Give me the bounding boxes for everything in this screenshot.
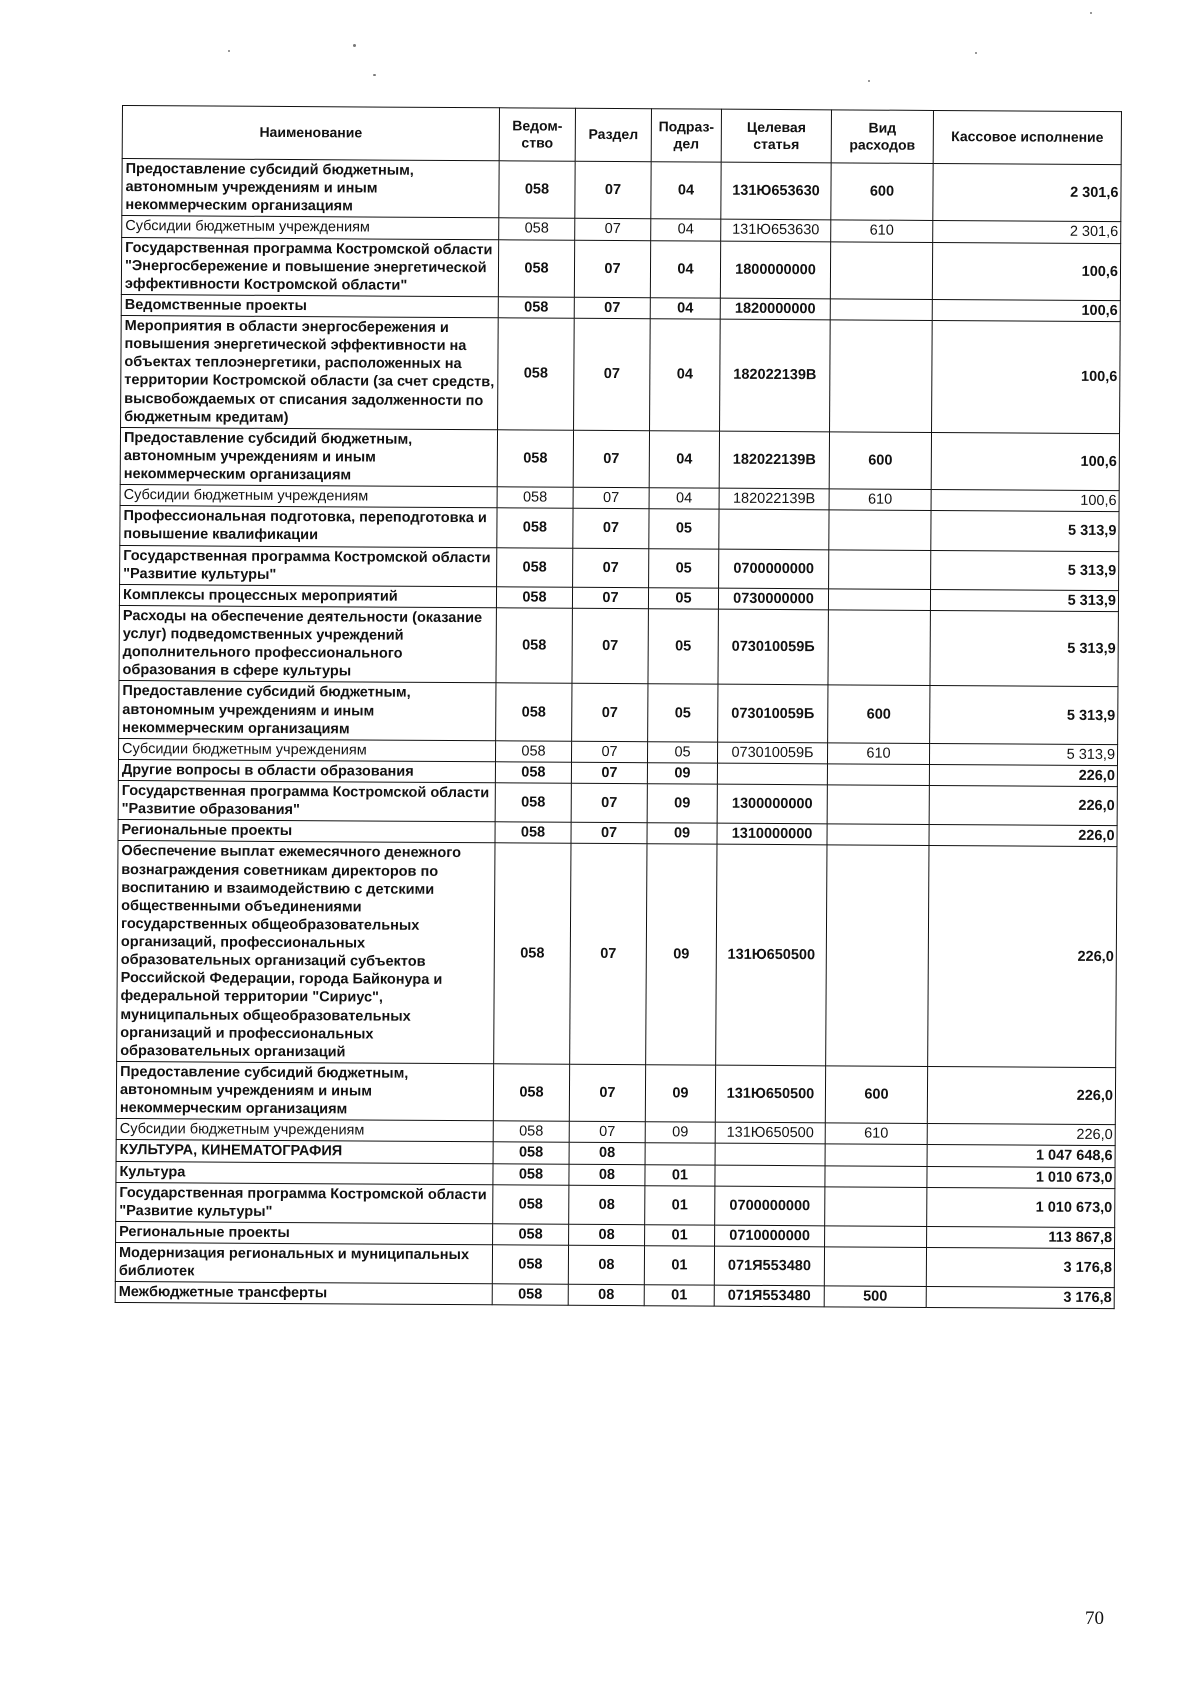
cell-podrazdel: 09	[646, 844, 717, 1065]
cell-vid-rashodov: 610	[827, 743, 929, 765]
cell-vedomstvo: 058	[493, 1121, 569, 1143]
cell-vid-rashodov: 600	[831, 163, 933, 221]
cell-razdel: 07	[574, 240, 650, 298]
cell-vedomstvo: 058	[495, 741, 571, 763]
cell-vedomstvo: 058	[493, 1224, 569, 1246]
cell-vid-rashodov	[825, 1186, 927, 1226]
table-row	[117, 841, 1117, 1068]
cell-kassovoe-ispolnenie: 100,6	[932, 242, 1120, 301]
cell-kassovoe-ispolnenie: 1 010 673,0	[927, 1187, 1115, 1227]
cell-celevaya-statya: 182022139В	[719, 431, 829, 489]
cell-name: Расходы на обеспечение деятельности (оказание услуг) подведомственных учреждений дополнительного профессионального образования в сфере культуры	[119, 605, 496, 683]
cell-razdel: 08	[569, 1164, 645, 1186]
cell-celevaya-statya: 131Ю650500	[715, 1065, 825, 1123]
header-vedomstvo: Ведом-ство	[499, 108, 575, 161]
cell-kassovoe-ispolnenie: 226,0	[927, 1124, 1115, 1146]
cell-vid-rashodov	[825, 1144, 927, 1166]
cell-celevaya-statya: 1310000000	[717, 823, 827, 845]
cell-vedomstvo: 058	[499, 161, 575, 219]
cell-kassovoe-ispolnenie: 2 301,6	[933, 221, 1121, 243]
cell-vid-rashodov	[828, 589, 930, 611]
cell-name: Государственная программа Костромской области "Энергосбережение и повышение энергетической эффективности Костромской области"	[121, 237, 498, 297]
cell-name: Субсидии бюджетным учреждениям	[116, 1119, 493, 1142]
cell-celevaya-statya: 131Ю650500	[715, 1122, 825, 1144]
cell-kassovoe-ispolnenie: 100,6	[932, 299, 1120, 321]
cell-celevaya-statya: 1300000000	[717, 784, 827, 824]
page-number: 70	[1085, 1608, 1104, 1629]
cell-podrazdel: 05	[647, 741, 717, 763]
cell-name: Государственная программа Костромской области "Развитие культуры"	[120, 545, 497, 587]
cell-vid-rashodov: 600	[825, 1066, 927, 1124]
cell-podrazdel: 01	[645, 1164, 715, 1186]
cell-celevaya-statya: 1800000000	[720, 241, 830, 299]
header-celevaya-statya: Целевая статья	[721, 109, 831, 163]
cell-kassovoe-ispolnenie: 226,0	[928, 846, 1117, 1068]
cell-vid-rashodov: 500	[824, 1286, 926, 1308]
cell-name: Предоставление субсидий бюджетным, автономным учреждениям и иным некоммерческим организациям	[119, 681, 496, 741]
cell-podrazdel: 09	[647, 763, 717, 785]
table-row	[120, 427, 1119, 490]
cell-kassovoe-ispolnenie: 226,0	[927, 1066, 1115, 1125]
header-razdel: Раздел	[575, 108, 651, 161]
cell-vedomstvo: 058	[497, 487, 573, 509]
cell-celevaya-statya: 131Ю650500	[716, 845, 827, 1066]
table-row	[121, 237, 1120, 300]
cell-vedomstvo: 058	[493, 1142, 569, 1164]
cell-vid-rashodov	[830, 320, 933, 432]
cell-celevaya-statya: 182022139В	[720, 319, 831, 431]
scan-speck	[975, 52, 977, 54]
table-body	[115, 159, 1121, 1309]
cell-vid-rashodov: 600	[829, 432, 931, 490]
cell-podrazdel: 04	[649, 488, 719, 510]
cell-kassovoe-ispolnenie: 3 176,8	[926, 1287, 1114, 1309]
cell-razdel: 07	[571, 741, 647, 763]
cell-podrazdel: 09	[647, 784, 717, 824]
cell-razdel: 07	[572, 608, 648, 684]
cell-celevaya-statya: 0730000000	[718, 588, 828, 610]
cell-vid-rashodov	[830, 241, 932, 299]
cell-vedomstvo: 058	[496, 587, 572, 609]
cell-vid-rashodov: 610	[825, 1123, 927, 1145]
table-row	[115, 1242, 1114, 1287]
scan-speck	[353, 44, 356, 47]
cell-kassovoe-ispolnenie: 226,0	[929, 825, 1117, 847]
cell-razdel: 07	[573, 548, 649, 588]
cell-podrazdel: 04	[650, 240, 720, 298]
cell-name: Субсидии бюджетным учреждениям	[119, 738, 496, 761]
cell-name: Комплексы процессных мероприятий	[119, 584, 496, 607]
cell-podrazdel: 04	[651, 219, 721, 241]
table-row	[118, 780, 1117, 825]
cell-razdel: 07	[571, 783, 647, 823]
cell-celevaya-statya: 073010059Б	[718, 685, 828, 743]
cell-vid-rashodov	[825, 1226, 927, 1248]
cell-razdel: 07	[572, 587, 648, 609]
cell-celevaya-statya: 0700000000	[719, 549, 829, 589]
table-row	[120, 545, 1119, 590]
table-row	[116, 1061, 1115, 1124]
cell-kassovoe-ispolnenie: 2 301,6	[933, 163, 1121, 222]
header-name: Наименование	[122, 106, 499, 161]
cell-name: Модернизация региональных и муниципальных библиотек	[115, 1242, 492, 1284]
cell-vedomstvo: 058	[495, 762, 571, 784]
cell-podrazdel: 04	[651, 162, 721, 220]
cell-podrazdel: 04	[650, 319, 721, 431]
cell-kassovoe-ispolnenie: 113 867,8	[927, 1226, 1115, 1248]
cell-vid-rashodov	[827, 785, 929, 825]
cell-razdel: 07	[574, 318, 651, 430]
header-kassovoe-ispolnenie: Кассовое исполнение	[933, 110, 1121, 164]
cell-podrazdel: 01	[645, 1185, 715, 1225]
cell-name: Субсидии бюджетным учреждениям	[122, 216, 499, 239]
cell-razdel: 07	[571, 762, 647, 784]
cell-name: Государственная программа Костромской области "Развитие образования"	[118, 780, 495, 822]
cell-kassovoe-ispolnenie: 5 313,9	[931, 511, 1119, 551]
cell-kassovoe-ispolnenie: 5 313,9	[930, 610, 1118, 687]
cell-kassovoe-ispolnenie: 100,6	[931, 432, 1119, 491]
cell-razdel: 07	[575, 161, 651, 219]
cell-vedomstvo: 058	[493, 1064, 569, 1122]
cell-name: Региональные проекты	[118, 820, 495, 843]
table-row	[121, 315, 1121, 433]
cell-razdel: 07	[570, 844, 647, 1065]
cell-vid-rashodov	[827, 824, 929, 846]
cell-podrazdel: 05	[649, 548, 719, 588]
cell-celevaya-statya: 073010059Б	[717, 742, 827, 764]
cell-kassovoe-ispolnenie: 1 047 648,6	[927, 1145, 1115, 1167]
cell-vedomstvo: 058	[492, 1245, 568, 1285]
cell-name: Профессиональная подготовка, переподготовка и повышение квалификации	[120, 506, 497, 548]
cell-vid-rashodov	[827, 764, 929, 786]
cell-vid-rashodov	[826, 845, 929, 1066]
cell-celevaya-statya: 131Ю653630	[721, 220, 831, 242]
cell-vedomstvo: 058	[497, 547, 573, 587]
cell-name: Предоставление субсидий бюджетным, автономным учреждениям и иным некоммерческим организациям	[116, 1061, 493, 1121]
cell-vid-rashodov	[829, 510, 931, 550]
cell-celevaya-statya	[717, 763, 827, 785]
cell-celevaya-statya: 0710000000	[715, 1225, 825, 1247]
cell-vedomstvo: 058	[495, 783, 571, 823]
cell-razdel: 07	[573, 487, 649, 509]
cell-podrazdel: 05	[648, 587, 718, 609]
cell-vid-rashodov: 610	[829, 489, 931, 511]
scan-speck	[228, 50, 230, 52]
cell-vid-rashodov	[824, 1247, 926, 1287]
cell-name: Субсидии бюджетным учреждениям	[120, 485, 497, 508]
cell-podrazdel: 01	[644, 1246, 714, 1286]
header-podrazdel: Подраз-дел	[651, 109, 721, 162]
cell-vedomstvo: 058	[495, 822, 571, 844]
cell-celevaya-statya: 1820000000	[720, 298, 830, 320]
table-row	[120, 506, 1119, 551]
scan-speck	[1090, 12, 1092, 14]
cell-kassovoe-ispolnenie: 100,6	[931, 490, 1119, 512]
cell-vid-rashodov	[830, 299, 932, 321]
cell-vid-rashodov	[825, 1165, 927, 1187]
cell-podrazdel: 09	[647, 823, 717, 845]
cell-name: Предоставление субсидий бюджетным, автономным учреждениям и иным некоммерческим организациям	[122, 159, 499, 219]
cell-celevaya-statya: 131Ю653630	[721, 162, 831, 220]
cell-vedomstvo: 058	[493, 1163, 569, 1185]
table-row	[116, 1182, 1115, 1227]
cell-vedomstvo: 058	[497, 508, 573, 548]
cell-name: Государственная программа Костромской области "Развитие культуры"	[116, 1182, 493, 1224]
cell-vedomstvo: 058	[496, 683, 572, 741]
cell-name: Обеспечение выплат ежемесячного денежного вознаграждения советникам директоров по воспитанию и взаимодействию с детскими общественными объединениями государственных общеобразовательных организаций, профессиональных образовательных организаций субъектов Российской Федерации, города Байконура и федеральной территории "Сириус", муниципальных общеобразовательных организаций и профессиональных образовательных организаций	[117, 841, 495, 1064]
cell-razdel: 07	[571, 823, 647, 845]
cell-name: Другие вопросы в области образования	[118, 759, 495, 782]
cell-celevaya-statya: 182022139В	[719, 488, 829, 510]
cell-vid-rashodov: 600	[828, 685, 930, 743]
cell-vedomstvo: 058	[499, 218, 575, 240]
cell-vid-rashodov	[828, 610, 930, 686]
table-header-row	[122, 106, 1121, 165]
budget-execution-table	[115, 105, 1122, 1309]
cell-podrazdel: 05	[648, 609, 718, 685]
cell-vedomstvo: 058	[493, 1184, 569, 1224]
cell-podrazdel: 01	[645, 1225, 715, 1247]
cell-celevaya-statya: 071Я553480	[714, 1285, 824, 1307]
cell-name: Культура	[116, 1161, 493, 1184]
cell-name: КУЛЬТУРА, КИНЕМАТОГРАФИЯ	[116, 1140, 493, 1163]
cell-kassovoe-ispolnenie: 226,0	[929, 785, 1117, 825]
cell-vedomstvo: 058	[492, 1284, 568, 1306]
cell-razdel: 07	[573, 430, 649, 488]
cell-podrazdel: 05	[648, 684, 718, 742]
cell-celevaya-statya: 073010059Б	[718, 609, 828, 685]
cell-vedomstvo: 058	[498, 297, 574, 319]
scan-speck	[373, 74, 376, 76]
cell-kassovoe-ispolnenie: 5 313,9	[931, 550, 1119, 590]
cell-razdel: 07	[574, 297, 650, 319]
table-row	[119, 681, 1118, 744]
cell-vedomstvo: 058	[496, 608, 572, 684]
cell-razdel: 07	[572, 684, 648, 742]
cell-podrazdel	[645, 1143, 715, 1165]
cell-name: Мероприятия в области энергосбережения и повышения энергетической эффективности на объектах теплоэнергетики, расположенных на территории Костромской области (за счет средств, высвобождаемых от списания задолженности по бюджетным кредитам)	[121, 315, 499, 429]
cell-podrazdel: 04	[649, 430, 719, 488]
cell-razdel: 07	[569, 1122, 645, 1144]
cell-kassovoe-ispolnenie: 3 176,8	[926, 1247, 1114, 1287]
cell-celevaya-statya: 0700000000	[715, 1186, 825, 1226]
table-row	[122, 159, 1121, 222]
cell-vedomstvo: 058	[497, 430, 573, 488]
cell-celevaya-statya	[715, 1144, 825, 1166]
cell-podrazdel: 09	[645, 1122, 715, 1144]
cell-razdel: 07	[573, 509, 649, 549]
cell-celevaya-statya	[715, 1165, 825, 1187]
cell-razdel: 07	[569, 1064, 645, 1122]
cell-celevaya-statya	[719, 509, 829, 549]
header-vid-rashodov: Вид расходов	[831, 110, 933, 164]
cell-vid-rashodov	[829, 549, 931, 589]
cell-razdel: 08	[569, 1143, 645, 1165]
cell-vid-rashodov: 610	[831, 220, 933, 242]
cell-name: Предоставление субсидий бюджетным, автономным учреждениям и иным некоммерческим организациям	[120, 427, 497, 487]
cell-razdel: 08	[568, 1284, 644, 1306]
scan-speck	[868, 80, 870, 82]
budget-table-container	[115, 105, 1122, 1309]
cell-name: Ведомственные проекты	[121, 294, 498, 317]
cell-name: Региональные проекты	[116, 1221, 493, 1244]
cell-podrazdel: 04	[650, 298, 720, 320]
cell-podrazdel: 01	[644, 1285, 714, 1307]
cell-razdel: 07	[575, 219, 651, 241]
cell-vedomstvo: 058	[498, 239, 574, 297]
cell-razdel: 08	[569, 1224, 645, 1246]
cell-name: Межбюджетные трансферты	[115, 1282, 492, 1305]
cell-kassovoe-ispolnenie: 100,6	[932, 320, 1121, 433]
cell-razdel: 08	[568, 1245, 644, 1285]
cell-celevaya-statya: 071Я553480	[714, 1246, 824, 1286]
cell-razdel: 08	[569, 1185, 645, 1225]
cell-podrazdel: 05	[649, 509, 719, 549]
table-row	[119, 605, 1118, 687]
cell-vedomstvo: 058	[498, 318, 575, 430]
cell-kassovoe-ispolnenie: 5 313,9	[930, 589, 1118, 611]
cell-kassovoe-ispolnenie: 226,0	[929, 764, 1117, 786]
cell-kassovoe-ispolnenie: 1 010 673,0	[927, 1166, 1115, 1188]
cell-vedomstvo: 058	[494, 843, 571, 1064]
cell-kassovoe-ispolnenie: 5 313,9	[929, 743, 1117, 765]
cell-podrazdel: 09	[645, 1065, 715, 1123]
cell-kassovoe-ispolnenie: 5 313,9	[930, 686, 1118, 745]
